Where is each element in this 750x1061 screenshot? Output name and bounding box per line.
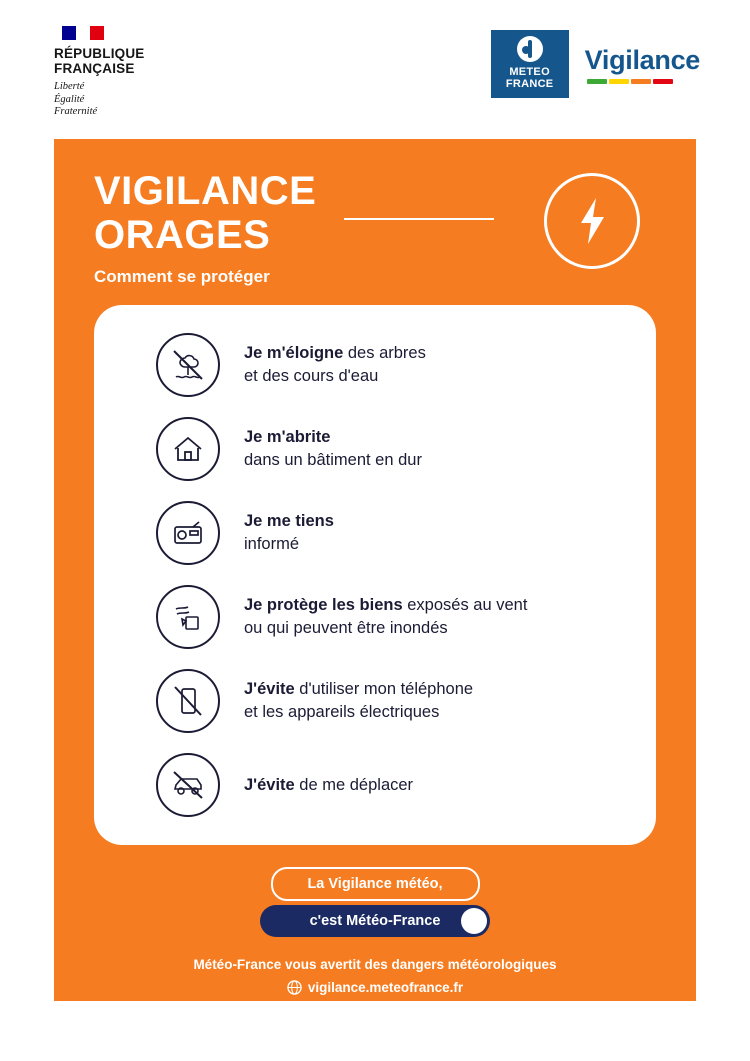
poster-title-block [94,169,316,287]
advice-rest: des arbres [343,344,426,362]
advice-line-2: informé [244,535,300,553]
meteo-france-mark-icon [517,36,543,62]
advice-text [244,774,413,797]
advice-item-informed [94,491,656,575]
advice-line-2: et des cours d'eau [244,367,379,385]
advice-line-2: et les appareils électriques [244,703,440,721]
advice-item-shelter [94,407,656,491]
motto-egalite: Égalité [54,93,85,105]
advice-text [244,426,422,472]
footer-pill-dot-icon [461,908,487,934]
advice-rest: exposés au vent [402,596,528,614]
vigilance-logo [585,45,700,84]
republic-motto [54,81,254,119]
secure-objects-icon [156,585,220,649]
republic-line-2: FRANÇAISE [54,61,135,76]
advice-rest: d'utiliser mon téléphone [294,680,474,698]
tree-water-crossed-icon [156,333,220,397]
advice-item-tree-water [94,323,656,407]
republic-line-1: RÉPUBLIQUE [54,46,145,61]
poster-footer [54,867,696,995]
radio-icon [156,501,220,565]
advice-text [244,510,334,556]
advice-text [244,594,527,640]
advice-card [94,305,656,845]
poster-subtitle: Comment se protéger [94,267,270,286]
advice-list [94,323,656,827]
advice-strong: Je protège les biens [244,596,403,614]
title-divider [344,218,494,220]
vigilance-poster [54,139,696,1001]
vigilance-color-bars [587,79,673,84]
advice-line-2: dans un bâtiment en dur [244,451,422,469]
motto-fraternite: Fraternité [54,106,98,117]
meteo-france-line-1: METEO [509,66,550,78]
storm-badge [544,173,640,269]
globe-icon [287,980,302,995]
advice-rest: de me déplacer [294,775,414,794]
advice-line-2: ou qui peuvent être inondés [244,619,448,637]
page-header [0,0,750,140]
car-crossed-icon [156,753,220,817]
poster-title-line-1: VIGILANCE [94,169,317,213]
advice-item-secure-objects [94,575,656,659]
motto-liberte: Liberté [54,81,85,92]
poster-title-line-2: ORAGES [94,213,271,257]
footer-pill-bottom [260,905,490,937]
advice-strong: Je me tiens [244,512,334,530]
advice-strong: J'évite [244,775,295,794]
lightning-bolt-icon [575,196,609,246]
footer-tagline: Météo-France vous avertit des dangers météorologiques [193,957,557,972]
meteo-france-logo [491,30,569,98]
footer-url-row [54,980,696,995]
advice-strong: Je m'éloigne [244,344,344,362]
french-flag-icon [62,26,104,40]
house-icon [156,417,220,481]
footer-url[interactable]: vigilance.meteofrance.fr [307,980,464,995]
advice-item-car [94,743,656,827]
republique-francaise-logo [54,26,254,119]
advice-strong: Je m'abrite [244,428,331,446]
advice-text [244,342,426,388]
advice-item-phone [94,659,656,743]
advice-text [244,678,473,724]
footer-pill-bottom-label: c'est Météo-France [309,913,441,929]
meteo-france-line-2: FRANCE [505,78,554,90]
phone-crossed-icon [156,669,220,733]
footer-pill-top: La Vigilance météo, [271,867,480,901]
advice-strong: J'évite [244,680,295,698]
vigilance-wordmark: Vigilance [584,44,700,75]
brand-logos [491,30,700,98]
